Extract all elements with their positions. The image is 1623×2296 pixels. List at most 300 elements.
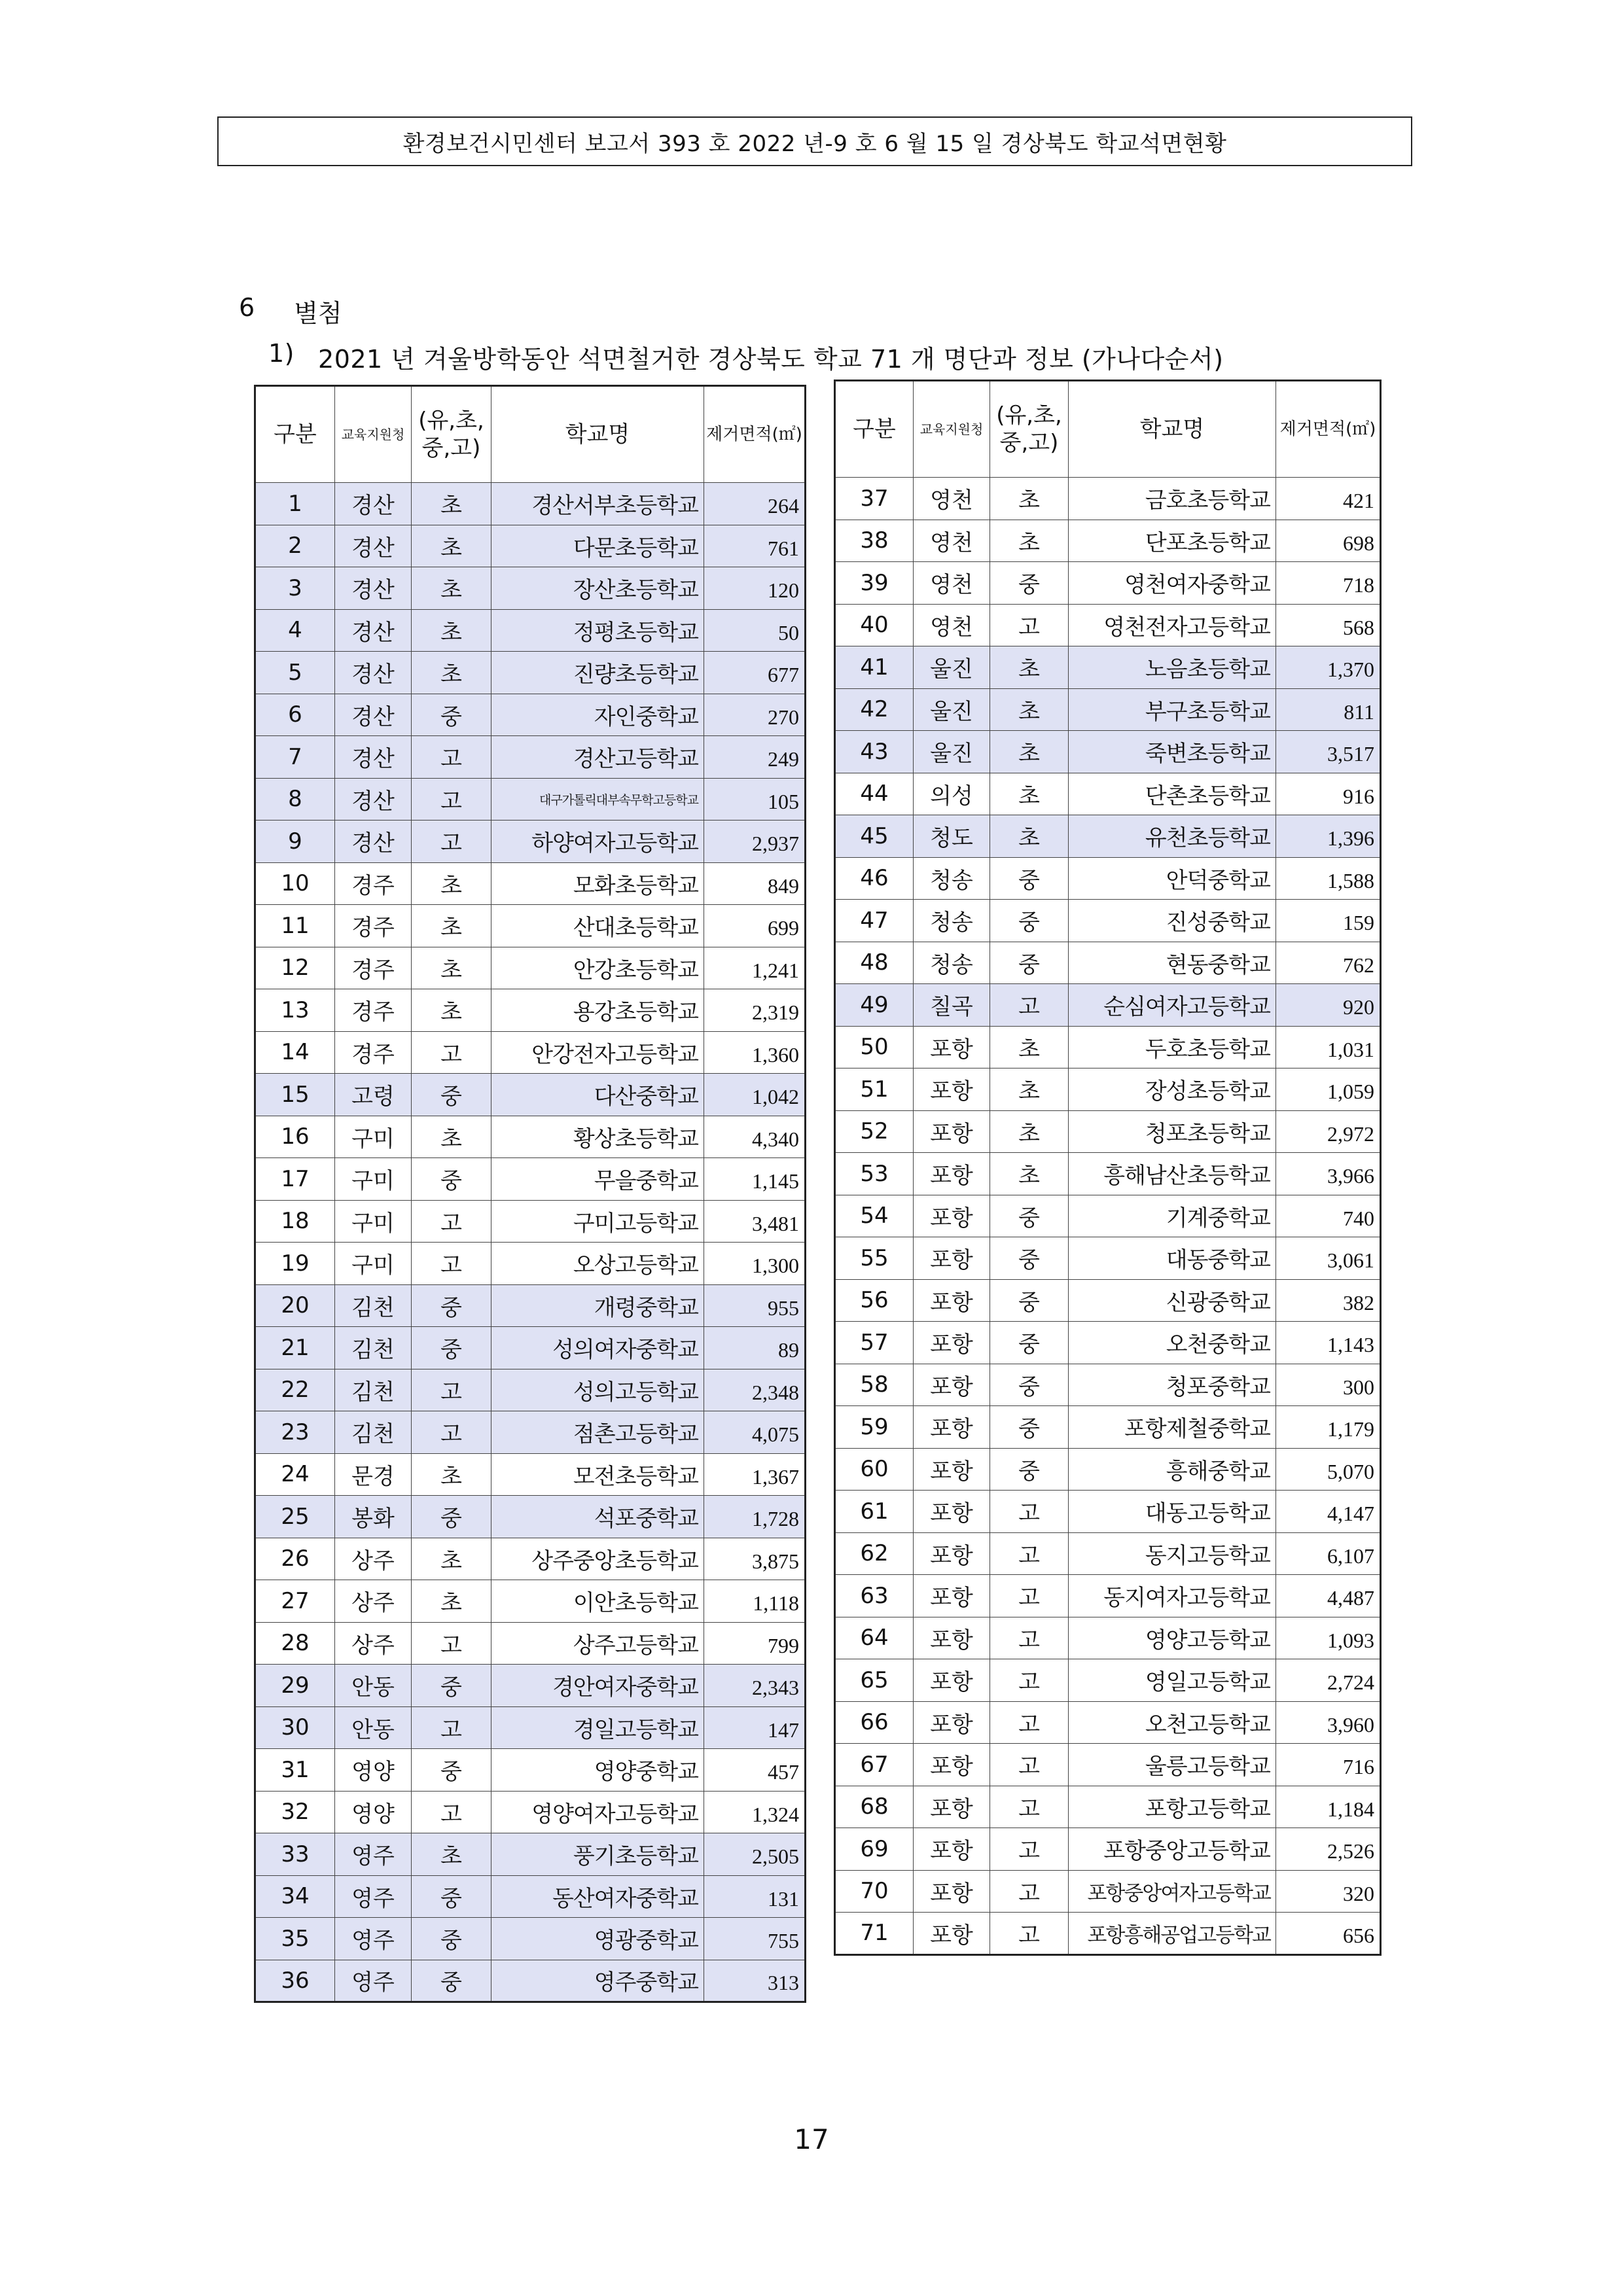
area-cell: 656 <box>1276 1913 1381 1955</box>
area-cell: 799 <box>704 1622 806 1665</box>
school-level-cell: 고 <box>990 1491 1069 1533</box>
office-cell: 경주 <box>335 1031 412 1074</box>
row-number-cell: 56 <box>835 1279 914 1322</box>
school-name-cell: 영천여자중학교 <box>1069 562 1276 605</box>
office-cell: 영양 <box>335 1749 412 1792</box>
table-row <box>835 942 1381 984</box>
school-level-cell: 고 <box>412 1706 491 1749</box>
row-number-cell: 25 <box>255 1496 335 1538</box>
school-name-cell: 풍기초등학교 <box>491 1833 704 1876</box>
school-name-cell: 단촌초등학교 <box>1069 773 1276 815</box>
area-cell: 1,179 <box>1276 1406 1381 1449</box>
area-cell: 320 <box>1276 1870 1381 1913</box>
school-level-cell: 고 <box>412 1031 491 1074</box>
table-row <box>835 1195 1381 1237</box>
table-row <box>255 905 806 947</box>
area-cell: 1,184 <box>1276 1786 1381 1828</box>
office-cell: 포항 <box>914 1617 990 1659</box>
area-cell: 716 <box>1276 1744 1381 1786</box>
area-cell: 1,588 <box>1276 857 1381 900</box>
school-name-cell: 유천초등학교 <box>1069 815 1276 858</box>
area-cell: 740 <box>1276 1195 1381 1237</box>
table-row <box>835 1617 1381 1659</box>
school-name-cell: 오천중학교 <box>1069 1322 1276 1364</box>
area-cell: 849 <box>704 862 806 905</box>
table-row <box>255 1158 806 1201</box>
office-cell: 청도 <box>914 815 990 858</box>
office-cell: 경산 <box>335 652 412 694</box>
row-number-cell: 11 <box>255 905 335 947</box>
table-row <box>255 1453 806 1496</box>
school-level-cell: 중 <box>990 1406 1069 1449</box>
school-level-cell: 중 <box>990 1279 1069 1322</box>
school-level-cell: 중 <box>990 1195 1069 1237</box>
row-number-cell: 16 <box>255 1116 335 1158</box>
table-row <box>255 1538 806 1580</box>
school-level-cell: 초 <box>990 1153 1069 1195</box>
school-name-cell: 부구초등학교 <box>1069 688 1276 731</box>
table-row <box>255 525 806 567</box>
area-cell: 105 <box>704 778 806 821</box>
school-name-cell: 포항제철중학교 <box>1069 1406 1276 1449</box>
table-row <box>835 857 1381 900</box>
area-cell: 147 <box>704 1706 806 1749</box>
area-cell: 1,145 <box>704 1158 806 1201</box>
row-number-cell: 22 <box>255 1369 335 1411</box>
office-cell: 청송 <box>914 857 990 900</box>
area-cell: 50 <box>704 609 806 652</box>
row-number-cell: 31 <box>255 1749 335 1792</box>
school-level-cell: 초 <box>412 652 491 694</box>
school-name-cell: 포항흥해공업고등학교 <box>1069 1913 1276 1955</box>
office-cell: 포항 <box>914 1532 990 1575</box>
school-level-cell: 초 <box>412 525 491 567</box>
area-cell: 762 <box>1276 942 1381 984</box>
school-level-cell: 고 <box>990 1659 1069 1702</box>
school-name-cell: 진량초등학교 <box>491 652 704 694</box>
office-cell: 의성 <box>914 773 990 815</box>
area-cell: 264 <box>704 483 806 525</box>
office-cell: 경주 <box>335 947 412 989</box>
office-cell: 경주 <box>335 989 412 1032</box>
row-number-cell: 47 <box>835 900 914 942</box>
school-level-cell: 초 <box>412 989 491 1032</box>
area-cell: 1,143 <box>1276 1322 1381 1364</box>
school-level-cell: 중 <box>990 1448 1069 1491</box>
row-number-cell: 59 <box>835 1406 914 1449</box>
table-row <box>255 1706 806 1749</box>
school-level-cell: 중 <box>412 1327 491 1369</box>
area-cell: 3,481 <box>704 1200 806 1243</box>
row-number-cell: 46 <box>835 857 914 900</box>
school-name-cell: 석포중학교 <box>491 1496 704 1538</box>
office-cell: 문경 <box>335 1453 412 1496</box>
header-school: 학교명 <box>1069 381 1276 478</box>
office-cell: 포항 <box>914 1026 990 1069</box>
area-cell: 755 <box>704 1918 806 1960</box>
office-cell: 상주 <box>335 1538 412 1580</box>
right-table-wrapper <box>834 380 1382 1956</box>
school-name-cell: 경산서부초등학교 <box>491 483 704 525</box>
office-cell: 김천 <box>335 1327 412 1369</box>
table-row <box>835 1322 1381 1364</box>
table-row <box>835 1448 1381 1491</box>
area-cell: 1,093 <box>1276 1617 1381 1659</box>
row-number-cell: 66 <box>835 1701 914 1744</box>
subsection-title: 2021 년 겨울방학동안 석면철거한 경상북도 학교 71 개 명단과 정보 (가나다순서) <box>318 345 1224 374</box>
area-cell: 2,319 <box>704 989 806 1032</box>
office-cell: 구미 <box>335 1200 412 1243</box>
row-number-cell: 2 <box>255 525 335 567</box>
school-name-cell: 용강초등학교 <box>491 989 704 1032</box>
school-level-cell: 고 <box>412 1369 491 1411</box>
school-level-cell: 초 <box>412 609 491 652</box>
area-cell: 4,147 <box>1276 1491 1381 1533</box>
report-header-title: 환경보건시민센터 보고서 393 호 2022 년-9 호 6 월 15 일 경상북도 학교석면현황 <box>402 130 1227 157</box>
office-cell: 경산 <box>335 525 412 567</box>
office-cell: 경주 <box>335 862 412 905</box>
school-name-cell: 포항고등학교 <box>1069 1786 1276 1828</box>
section-number: 6 <box>239 293 255 322</box>
school-name-cell: 두호초등학교 <box>1069 1026 1276 1069</box>
row-number-cell: 33 <box>255 1833 335 1876</box>
office-cell: 포항 <box>914 1659 990 1702</box>
row-number-cell: 45 <box>835 815 914 858</box>
school-name-cell: 안강전자고등학교 <box>491 1031 704 1074</box>
table-row <box>835 478 1381 520</box>
school-level-cell: 초 <box>412 1538 491 1580</box>
row-number-cell: 30 <box>255 1706 335 1749</box>
row-number-cell: 36 <box>255 1960 335 2002</box>
section-heading <box>239 293 342 329</box>
area-cell: 457 <box>704 1749 806 1792</box>
area-cell: 1,360 <box>704 1031 806 1074</box>
row-number-cell: 51 <box>835 1069 914 1111</box>
area-cell: 677 <box>704 652 806 694</box>
school-name-cell: 대구가톨릭대부속무학고등학교 <box>491 778 704 821</box>
table-row <box>835 688 1381 731</box>
office-cell: 울진 <box>914 646 990 689</box>
row-number-cell: 68 <box>835 1786 914 1828</box>
table-row <box>835 1069 1381 1111</box>
area-cell: 1,031 <box>1276 1026 1381 1069</box>
school-name-cell: 황상초등학교 <box>491 1116 704 1158</box>
office-cell: 포항 <box>914 1406 990 1449</box>
school-level-cell: 초 <box>990 773 1069 815</box>
table-row <box>835 1575 1381 1617</box>
table-row <box>835 1659 1381 1702</box>
office-cell: 울진 <box>914 688 990 731</box>
office-cell: 칠곡 <box>914 984 990 1027</box>
table-row <box>255 736 806 779</box>
school-name-cell: 오천고등학교 <box>1069 1701 1276 1744</box>
school-name-cell: 순심여자고등학교 <box>1069 984 1276 1027</box>
table-row <box>835 1786 1381 1828</box>
area-cell: 3,966 <box>1276 1153 1381 1195</box>
office-cell: 포항 <box>914 1364 990 1406</box>
school-level-cell: 초 <box>990 731 1069 773</box>
table-row <box>255 862 806 905</box>
row-number-cell: 29 <box>255 1665 335 1707</box>
row-number-cell: 13 <box>255 989 335 1032</box>
row-number-cell: 40 <box>835 604 914 646</box>
row-number-cell: 18 <box>255 1200 335 1243</box>
table-row <box>835 1913 1381 1955</box>
office-cell: 청송 <box>914 942 990 984</box>
school-name-cell: 하양여자고등학교 <box>491 821 704 863</box>
school-name-cell: 모화초등학교 <box>491 862 704 905</box>
area-cell: 382 <box>1276 1279 1381 1322</box>
school-name-cell: 영양고등학교 <box>1069 1617 1276 1659</box>
school-name-cell: 현동중학교 <box>1069 942 1276 984</box>
office-cell: 영주 <box>335 1833 412 1876</box>
row-number-cell: 43 <box>835 731 914 773</box>
office-cell: 영천 <box>914 562 990 605</box>
area-cell: 1,042 <box>704 1074 806 1116</box>
table-row <box>255 1496 806 1538</box>
row-number-cell: 32 <box>255 1791 335 1833</box>
school-level-cell: 고 <box>990 1617 1069 1659</box>
left-table-wrapper <box>254 385 806 2003</box>
office-cell: 구미 <box>335 1116 412 1158</box>
table-row <box>835 815 1381 858</box>
office-cell: 포항 <box>914 1237 990 1280</box>
school-level-cell: 초 <box>990 1110 1069 1153</box>
school-level-cell: 초 <box>412 483 491 525</box>
school-level-cell: 초 <box>990 815 1069 858</box>
area-cell: 761 <box>704 525 806 567</box>
table-row <box>835 1532 1381 1575</box>
school-level-cell: 고 <box>412 736 491 779</box>
school-level-cell: 고 <box>990 984 1069 1027</box>
school-name-cell: 다산중학교 <box>491 1074 704 1116</box>
school-name-cell: 흥해남산초등학교 <box>1069 1153 1276 1195</box>
school-level-cell: 중 <box>412 1749 491 1792</box>
office-cell: 고령 <box>335 1074 412 1116</box>
table-row <box>255 652 806 694</box>
school-level-cell: 초 <box>990 520 1069 562</box>
table-row <box>255 1580 806 1623</box>
school-table-left <box>254 385 806 2003</box>
table-row <box>255 1749 806 1792</box>
school-level-cell: 고 <box>412 821 491 863</box>
area-cell: 1,118 <box>704 1580 806 1623</box>
area-cell: 120 <box>704 567 806 610</box>
row-number-cell: 57 <box>835 1322 914 1364</box>
row-number-cell: 3 <box>255 567 335 610</box>
table-header-row <box>835 381 1381 478</box>
area-cell: 4,487 <box>1276 1575 1381 1617</box>
table-row <box>255 821 806 863</box>
school-level-cell: 고 <box>412 1622 491 1665</box>
area-cell: 1,300 <box>704 1243 806 1285</box>
row-number-cell: 34 <box>255 1875 335 1918</box>
school-name-cell: 울릉고등학교 <box>1069 1744 1276 1786</box>
area-cell: 2,343 <box>704 1665 806 1707</box>
office-cell: 포항 <box>914 1575 990 1617</box>
table-row <box>255 1918 806 1960</box>
school-level-cell: 중 <box>412 1496 491 1538</box>
school-level-cell: 중 <box>412 1158 491 1201</box>
area-cell: 2,724 <box>1276 1659 1381 1702</box>
row-number-cell: 20 <box>255 1284 335 1327</box>
school-name-cell: 상주고등학교 <box>491 1622 704 1665</box>
table-row <box>835 1279 1381 1322</box>
row-number-cell: 8 <box>255 778 335 821</box>
school-level-cell: 고 <box>990 1913 1069 1955</box>
office-cell: 구미 <box>335 1243 412 1285</box>
office-cell: 포항 <box>914 1153 990 1195</box>
school-level-cell: 중 <box>412 1665 491 1707</box>
school-level-cell: 초 <box>412 1833 491 1876</box>
table-row <box>255 1622 806 1665</box>
office-cell: 경산 <box>335 483 412 525</box>
row-number-cell: 61 <box>835 1491 914 1533</box>
table-row <box>255 1200 806 1243</box>
school-name-cell: 구미고등학교 <box>491 1200 704 1243</box>
school-level-cell: 중 <box>412 1074 491 1116</box>
school-level-cell: 중 <box>412 1284 491 1327</box>
table-row <box>835 900 1381 942</box>
table-row <box>835 1744 1381 1786</box>
area-cell: 2,937 <box>704 821 806 863</box>
school-name-cell: 경안여자중학교 <box>491 1665 704 1707</box>
table-row <box>835 1237 1381 1280</box>
school-level-cell: 중 <box>990 942 1069 984</box>
header-no: 구분 <box>835 381 914 478</box>
school-name-cell: 안덕중학교 <box>1069 857 1276 900</box>
office-cell: 경산 <box>335 694 412 736</box>
office-cell: 포항 <box>914 1195 990 1237</box>
school-name-cell: 산대초등학교 <box>491 905 704 947</box>
school-name-cell: 청포초등학교 <box>1069 1110 1276 1153</box>
subsection-number: 1) <box>268 339 295 368</box>
table-row <box>255 1327 806 1369</box>
school-level-cell: 초 <box>990 646 1069 689</box>
office-cell: 포항 <box>914 1913 990 1955</box>
area-cell: 699 <box>704 905 806 947</box>
row-number-cell: 7 <box>255 736 335 779</box>
office-cell: 안동 <box>335 1665 412 1707</box>
office-cell: 청송 <box>914 900 990 942</box>
table-row <box>835 1491 1381 1533</box>
row-number-cell: 65 <box>835 1659 914 1702</box>
table-row <box>255 1243 806 1285</box>
area-cell: 2,972 <box>1276 1110 1381 1153</box>
table-row <box>255 947 806 989</box>
header-area: 제거면적(㎡) <box>1276 381 1381 478</box>
row-number-cell: 41 <box>835 646 914 689</box>
table-row <box>255 1960 806 2002</box>
page-number: 17 <box>794 2123 829 2155</box>
table-row <box>835 1701 1381 1744</box>
school-level-cell: 초 <box>412 1116 491 1158</box>
office-cell: 김천 <box>335 1284 412 1327</box>
school-name-cell: 금호초등학교 <box>1069 478 1276 520</box>
report-header <box>217 116 1412 166</box>
office-cell: 영천 <box>914 604 990 646</box>
office-cell: 포항 <box>914 1701 990 1744</box>
school-name-cell: 동지여자고등학교 <box>1069 1575 1276 1617</box>
section-title: 별첨 <box>294 299 342 328</box>
office-cell: 영천 <box>914 520 990 562</box>
office-cell: 경산 <box>335 609 412 652</box>
header-level: (유,초, 중,고) <box>990 381 1069 478</box>
school-name-cell: 영광중학교 <box>491 1918 704 1960</box>
school-name-cell: 이안초등학교 <box>491 1580 704 1623</box>
area-cell: 698 <box>1276 520 1381 562</box>
school-level-cell: 고 <box>990 1701 1069 1744</box>
area-cell: 1,396 <box>1276 815 1381 858</box>
school-name-cell: 장성초등학교 <box>1069 1069 1276 1111</box>
school-level-cell: 고 <box>990 1870 1069 1913</box>
header-no: 구분 <box>255 386 335 483</box>
row-number-cell: 67 <box>835 1744 914 1786</box>
area-cell: 4,075 <box>704 1411 806 1454</box>
school-name-cell: 무을중학교 <box>491 1158 704 1201</box>
office-cell: 포항 <box>914 1828 990 1871</box>
row-number-cell: 44 <box>835 773 914 815</box>
table-row <box>255 778 806 821</box>
table-row <box>835 1026 1381 1069</box>
school-level-cell: 초 <box>412 947 491 989</box>
table-row <box>835 520 1381 562</box>
office-cell: 김천 <box>335 1369 412 1411</box>
table-row <box>255 1116 806 1158</box>
row-number-cell: 19 <box>255 1243 335 1285</box>
school-level-cell: 초 <box>412 567 491 610</box>
table-row <box>255 1031 806 1074</box>
school-level-cell: 초 <box>412 905 491 947</box>
school-level-cell: 초 <box>990 1069 1069 1111</box>
office-cell: 영주 <box>335 1875 412 1918</box>
school-name-cell: 성의여자중학교 <box>491 1327 704 1369</box>
table-row <box>835 1828 1381 1871</box>
school-name-cell: 신광중학교 <box>1069 1279 1276 1322</box>
school-level-cell: 고 <box>412 1200 491 1243</box>
table-row <box>255 1411 806 1454</box>
area-cell: 313 <box>704 1960 806 2002</box>
table-row <box>835 646 1381 689</box>
table-row <box>835 773 1381 815</box>
school-level-cell: 고 <box>990 1744 1069 1786</box>
school-level-cell: 중 <box>412 1918 491 1960</box>
office-cell: 상주 <box>335 1580 412 1623</box>
row-number-cell: 64 <box>835 1617 914 1659</box>
school-level-cell: 고 <box>990 1828 1069 1871</box>
row-number-cell: 53 <box>835 1153 914 1195</box>
office-cell: 상주 <box>335 1622 412 1665</box>
row-number-cell: 28 <box>255 1622 335 1665</box>
office-cell: 김천 <box>335 1411 412 1454</box>
row-number-cell: 42 <box>835 688 914 731</box>
header-office: 교육지원청 <box>335 386 412 483</box>
office-cell: 포항 <box>914 1322 990 1364</box>
school-name-cell: 영일고등학교 <box>1069 1659 1276 1702</box>
school-name-cell: 다문초등학교 <box>491 525 704 567</box>
area-cell: 4,340 <box>704 1116 806 1158</box>
area-cell: 6,107 <box>1276 1532 1381 1575</box>
table-row <box>255 1284 806 1327</box>
office-cell: 포항 <box>914 1448 990 1491</box>
school-level-cell: 초 <box>990 688 1069 731</box>
row-number-cell: 62 <box>835 1532 914 1575</box>
area-cell: 89 <box>704 1327 806 1369</box>
school-name-cell: 개령중학교 <box>491 1284 704 1327</box>
school-name-cell: 영주중학교 <box>491 1960 704 2002</box>
table-row <box>255 483 806 525</box>
table-row <box>255 609 806 652</box>
